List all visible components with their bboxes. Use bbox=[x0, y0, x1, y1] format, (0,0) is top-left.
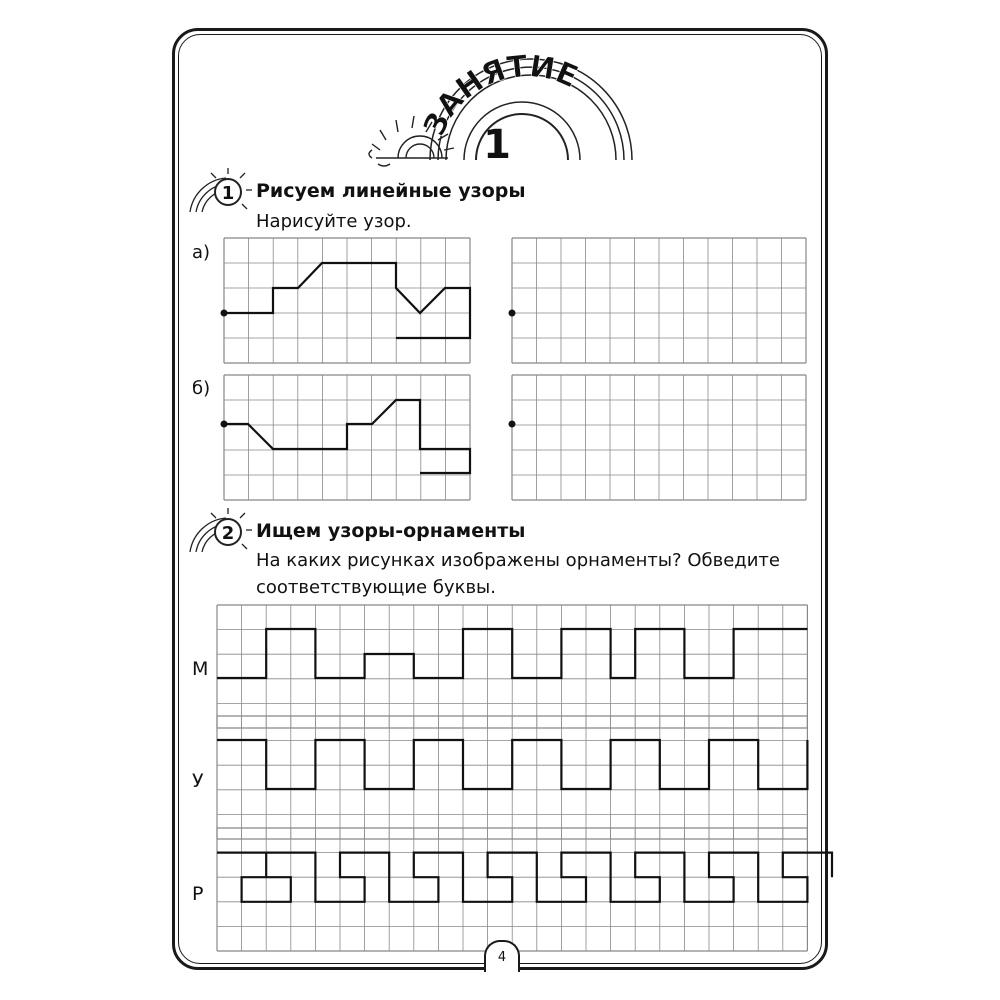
lesson-word: ЗАНЯТИЕ bbox=[417, 49, 583, 142]
row-letter-m[interactable]: М bbox=[192, 658, 209, 680]
grid-a-empty bbox=[512, 238, 806, 363]
pattern-b-start-dot bbox=[221, 421, 228, 428]
task2-instruction-line1: На каких рисунках изображены орнаменты? Обведите bbox=[256, 550, 780, 571]
item-a-label: а) bbox=[192, 242, 211, 263]
task2-number: 2 bbox=[221, 523, 235, 544]
pattern-b-copy-dot bbox=[509, 421, 516, 428]
pattern-row-u-line bbox=[217, 740, 807, 789]
row-letter-u[interactable]: У bbox=[192, 770, 204, 792]
grid-b-empty bbox=[512, 375, 806, 500]
task2-instruction-line2: соответствующие буквы. bbox=[256, 577, 496, 598]
pattern-a-start-dot bbox=[221, 310, 228, 317]
pattern-a-copy-dot bbox=[509, 310, 516, 317]
task1-number: 1 bbox=[221, 183, 235, 204]
pattern-row-m-line bbox=[217, 629, 807, 678]
row-letter-r[interactable]: Р bbox=[192, 883, 204, 905]
lesson-number: 1 bbox=[483, 122, 511, 168]
task1-title: Рисуем линейные узоры bbox=[256, 180, 526, 202]
page-number: 4 bbox=[484, 940, 520, 972]
item-b-label: б) bbox=[192, 378, 211, 399]
task1-instruction: Нарисуйте узор. bbox=[256, 211, 412, 232]
task2-title: Ищем узоры-орнаменты bbox=[256, 520, 526, 542]
